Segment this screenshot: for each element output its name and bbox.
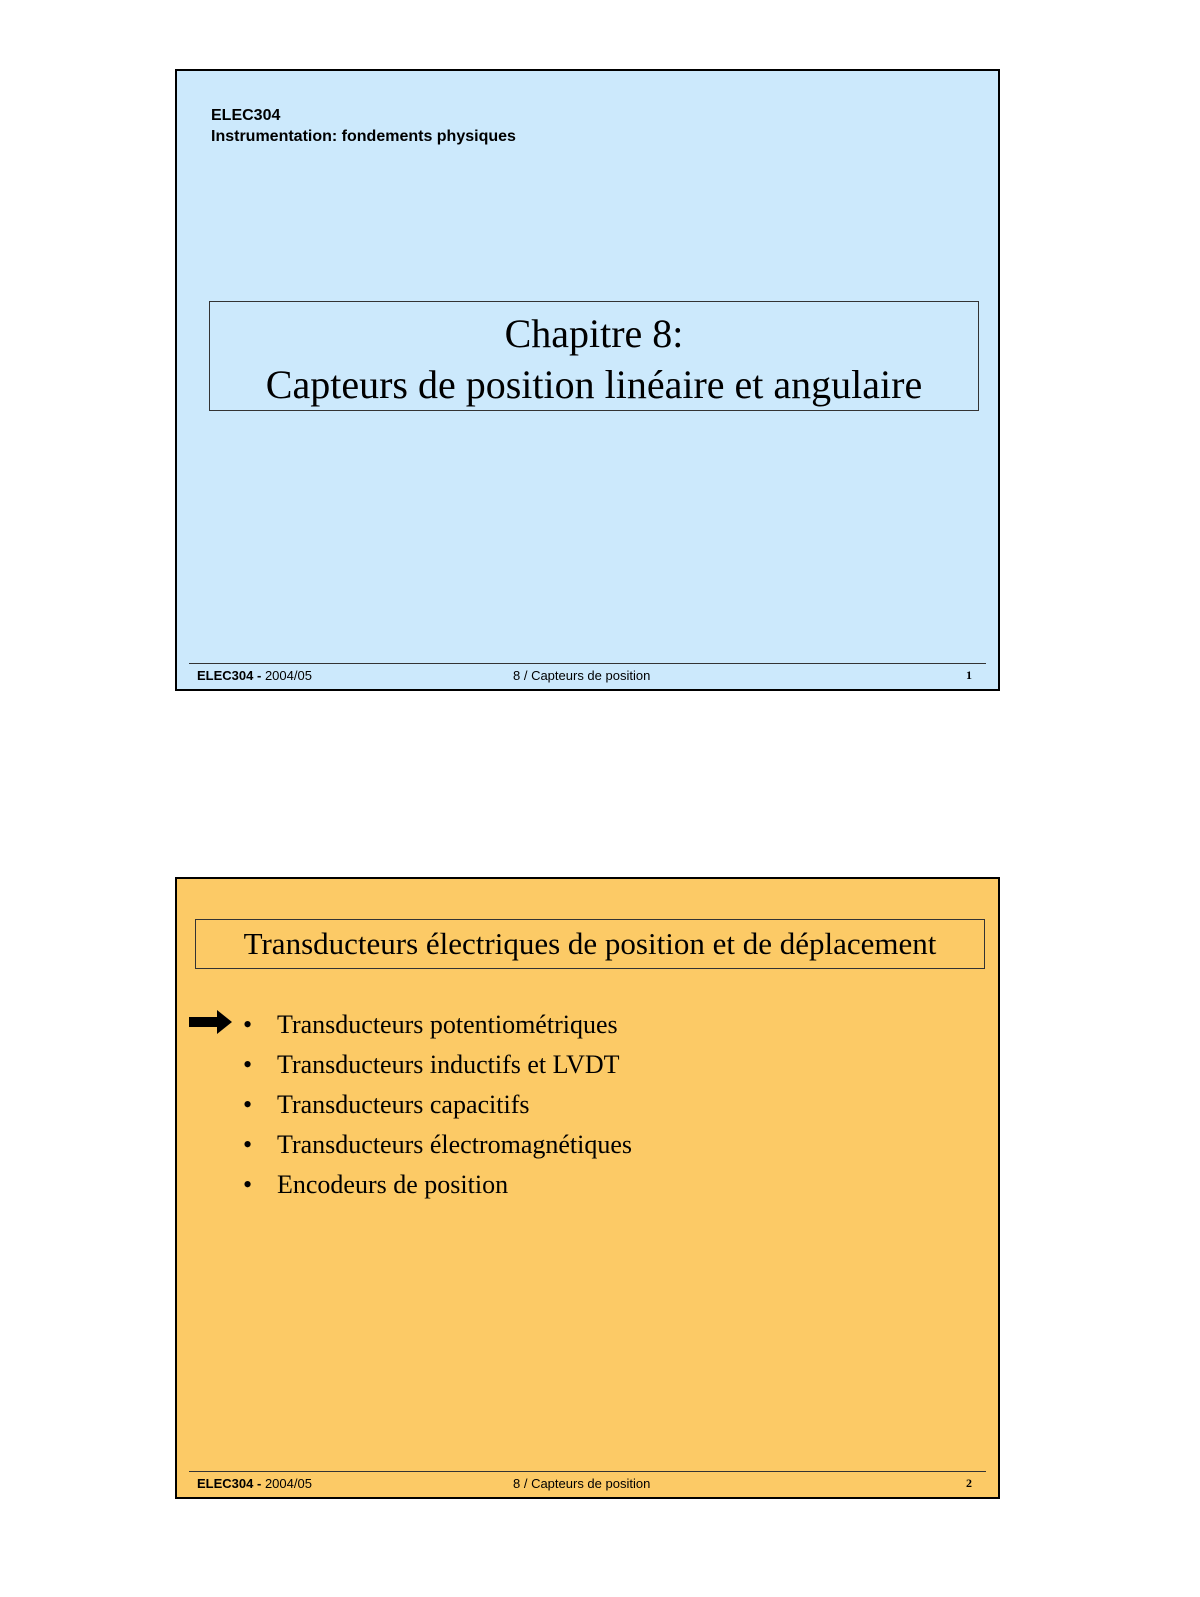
slide-1 xyxy=(175,69,1000,691)
page-number: 2 xyxy=(966,1476,972,1490)
page-number: 1 xyxy=(966,668,972,682)
footer-course xyxy=(197,668,312,683)
footer-course-code: ELEC304 - xyxy=(197,668,262,683)
slide-2 xyxy=(175,877,1000,1499)
bullet-dot: • xyxy=(243,1010,253,1039)
slide-title-box xyxy=(195,919,985,969)
footer-divider xyxy=(189,663,986,664)
bullet-dot: • xyxy=(243,1130,253,1159)
footer-course-code: ELEC304 - xyxy=(197,1476,262,1491)
footer-chapter: 8 / Capteurs de position xyxy=(513,668,651,683)
course-header xyxy=(211,105,516,147)
footer-divider xyxy=(189,1471,986,1472)
chapter-title: Capteurs de position linéaire et angulaire xyxy=(265,362,923,407)
slide-title: Transducteurs électriques de position et de déplacement xyxy=(243,926,937,961)
list-item-text: Transducteurs inductifs et LVDT xyxy=(277,1050,620,1079)
bullet-dot: • xyxy=(243,1170,253,1199)
list-item-text: Transducteurs électromagnétiques xyxy=(277,1130,632,1159)
list-item xyxy=(243,1165,632,1205)
chapter-number: Chapitre 8: xyxy=(504,311,684,356)
bullet-list xyxy=(243,1005,632,1205)
right-arrow-icon xyxy=(189,1009,233,1035)
bullet-dot: • xyxy=(243,1090,253,1119)
footer-year: 2004/05 xyxy=(264,1476,312,1491)
chapter-title-box xyxy=(209,301,979,411)
list-item xyxy=(243,1085,632,1125)
list-item xyxy=(243,1005,632,1045)
bullet-dot: • xyxy=(243,1050,253,1079)
list-item-text: Transducteurs capacitifs xyxy=(277,1090,530,1119)
list-item xyxy=(243,1045,632,1085)
list-item xyxy=(243,1125,632,1165)
slide-footer xyxy=(197,668,978,686)
list-item-text: Transducteurs potentiométriques xyxy=(277,1010,618,1039)
footer-chapter: 8 / Capteurs de position xyxy=(513,1476,651,1491)
footer-year: 2004/05 xyxy=(264,668,312,683)
footer-course xyxy=(197,1476,312,1491)
course-title: Instrumentation: fondements physiques xyxy=(211,128,516,145)
list-item-text: Encodeurs de position xyxy=(277,1170,509,1199)
course-code: ELEC304 xyxy=(211,107,281,124)
slide-footer xyxy=(197,1476,978,1494)
